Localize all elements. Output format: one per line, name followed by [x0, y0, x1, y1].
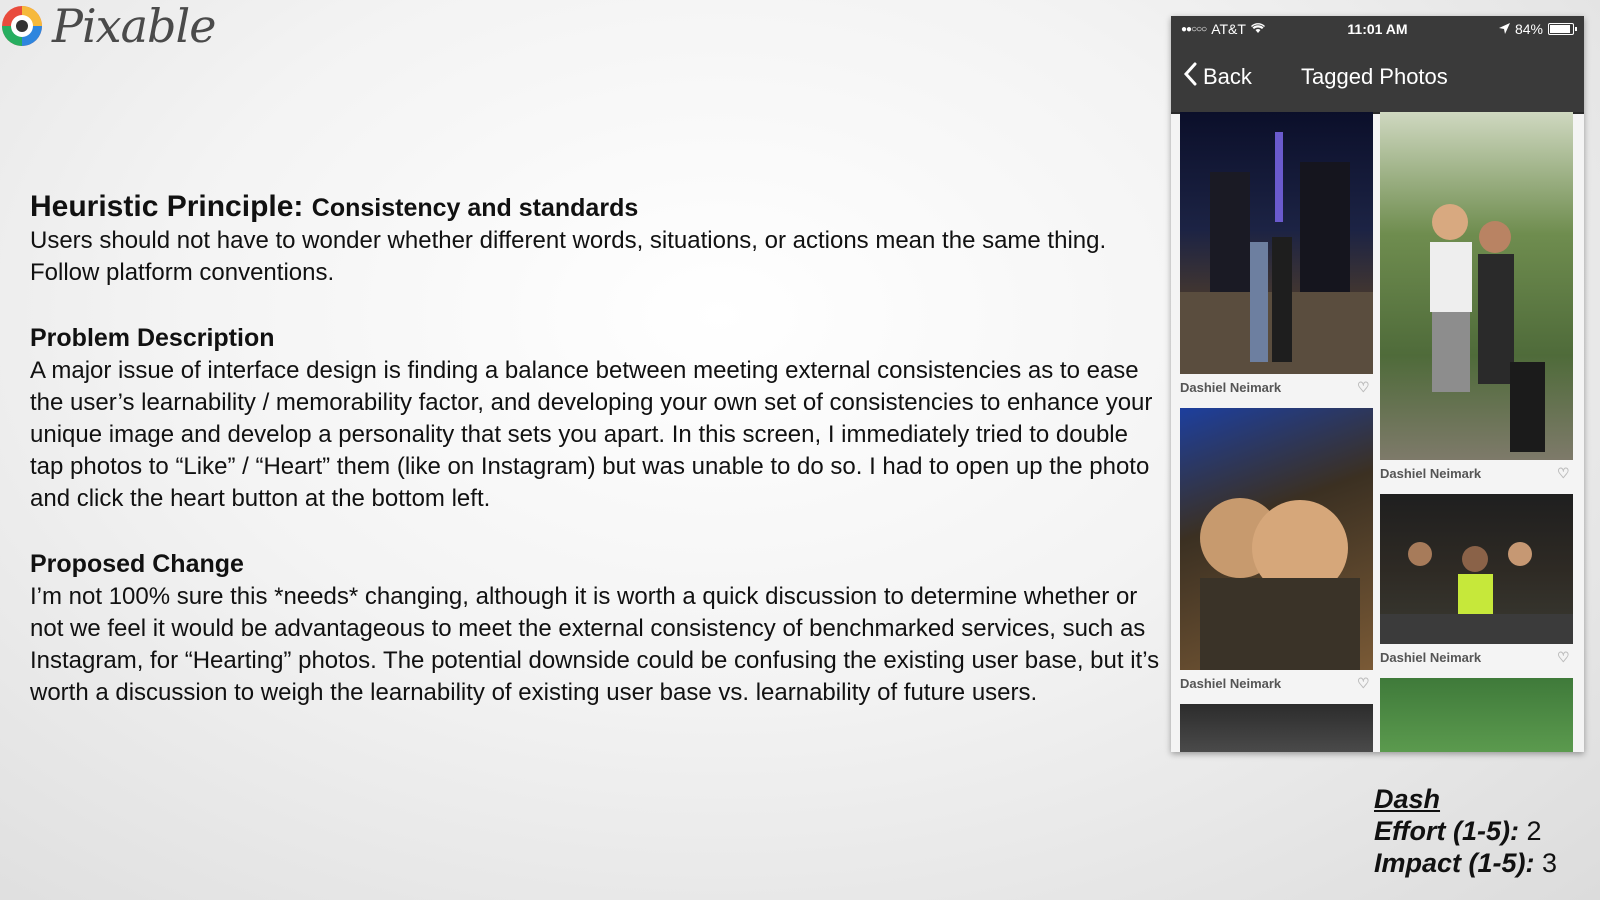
effort-rating [1374, 815, 1557, 847]
proposed-text: I’m not 100% sure this *needs* changing, although it is worth a quick discussion to determine whether or not we feel it would be advantageous to meet the external consistency of benchmarked services, such as Instagram, for “Hearting” photos. The potential downside could be confusing the existing user base, but it’s worth a discussion to weigh the learnability of existing user base vs. learnability of future users. [30, 583, 1160, 706]
photo-owner: Dashiel Neimark [1180, 379, 1282, 395]
carrier-label: AT&T [1211, 21, 1246, 37]
battery-percent: 84% [1514, 21, 1543, 37]
photo-thumbnail[interactable] [1180, 704, 1373, 752]
back-button[interactable] [1183, 62, 1252, 92]
rating-block [1374, 783, 1557, 879]
heuristic-label: Heuristic Principle: [30, 190, 304, 223]
pixable-logo [0, 0, 215, 52]
heuristic-description: Users should not have to wonder whether different words, situations, or actions mean the same thing. Follow platform conventions. [30, 227, 1107, 286]
photo-owner: Dashiel Neimark [1380, 465, 1482, 481]
reviewer-name: Dash [1374, 784, 1441, 814]
photo-caption [1380, 644, 1573, 670]
impact-label: Impact (1-5): [1374, 848, 1535, 878]
photo-thumbnail[interactable] [1180, 408, 1373, 670]
logo-text: Pixable [52, 0, 216, 53]
location-icon [1499, 21, 1510, 37]
proposed-title: Proposed Change [30, 550, 244, 578]
status-bar [1171, 16, 1584, 42]
heuristic-heading [30, 190, 1165, 225]
wifi-icon [1251, 21, 1265, 37]
signal-icon: ●●○○○ [1181, 23, 1207, 35]
problem-text: A major issue of interface design is finding a balance between meeting external consistencies as to ease the user’s learnability / memorability factor, and developing your own set of consistencies to enhance your unique image and develop a personality that sets you apart. In this screen, I immediately tried to double tap photos to “Like” / “Heart” them (like on Instagram) but was unable to do so. I had to open up the photo and click the heart button at the bottom left. [30, 357, 1153, 512]
nav-title: Tagged Photos [1301, 64, 1448, 89]
heart-icon[interactable]: ♡ [1357, 379, 1370, 395]
photo-caption [1180, 670, 1373, 696]
photo-owner: Dashiel Neimark [1180, 675, 1282, 691]
nav-bar [1171, 42, 1584, 114]
problem-title: Problem Description [30, 324, 275, 352]
heart-icon[interactable]: ♡ [1557, 649, 1570, 665]
slide-content [30, 190, 1165, 709]
status-time: 11:01 AM [1347, 21, 1408, 37]
impact-value: 3 [1542, 848, 1558, 878]
photo-thumbnail[interactable] [1380, 112, 1573, 460]
chevron-left-icon [1183, 62, 1197, 92]
photo-caption [1380, 460, 1573, 486]
phone-screenshot [1171, 16, 1584, 752]
impact-rating [1374, 847, 1557, 879]
photo-thumbnail[interactable] [1180, 112, 1373, 374]
photo-owner: Dashiel Neimark [1380, 649, 1482, 665]
heuristic-principle: Consistency and standards [311, 194, 639, 222]
heart-icon[interactable]: ♡ [1557, 465, 1570, 481]
photo-caption [1180, 374, 1373, 400]
back-label: Back [1203, 64, 1252, 89]
effort-label: Effort (1-5): [1374, 816, 1519, 846]
effort-value: 2 [1526, 816, 1542, 846]
photo-thumbnail[interactable] [1380, 494, 1573, 644]
heart-icon[interactable]: ♡ [1357, 675, 1370, 691]
battery-icon [1548, 23, 1574, 35]
photo-thumbnail[interactable] [1380, 678, 1573, 752]
pixable-logo-icon [0, 4, 44, 48]
